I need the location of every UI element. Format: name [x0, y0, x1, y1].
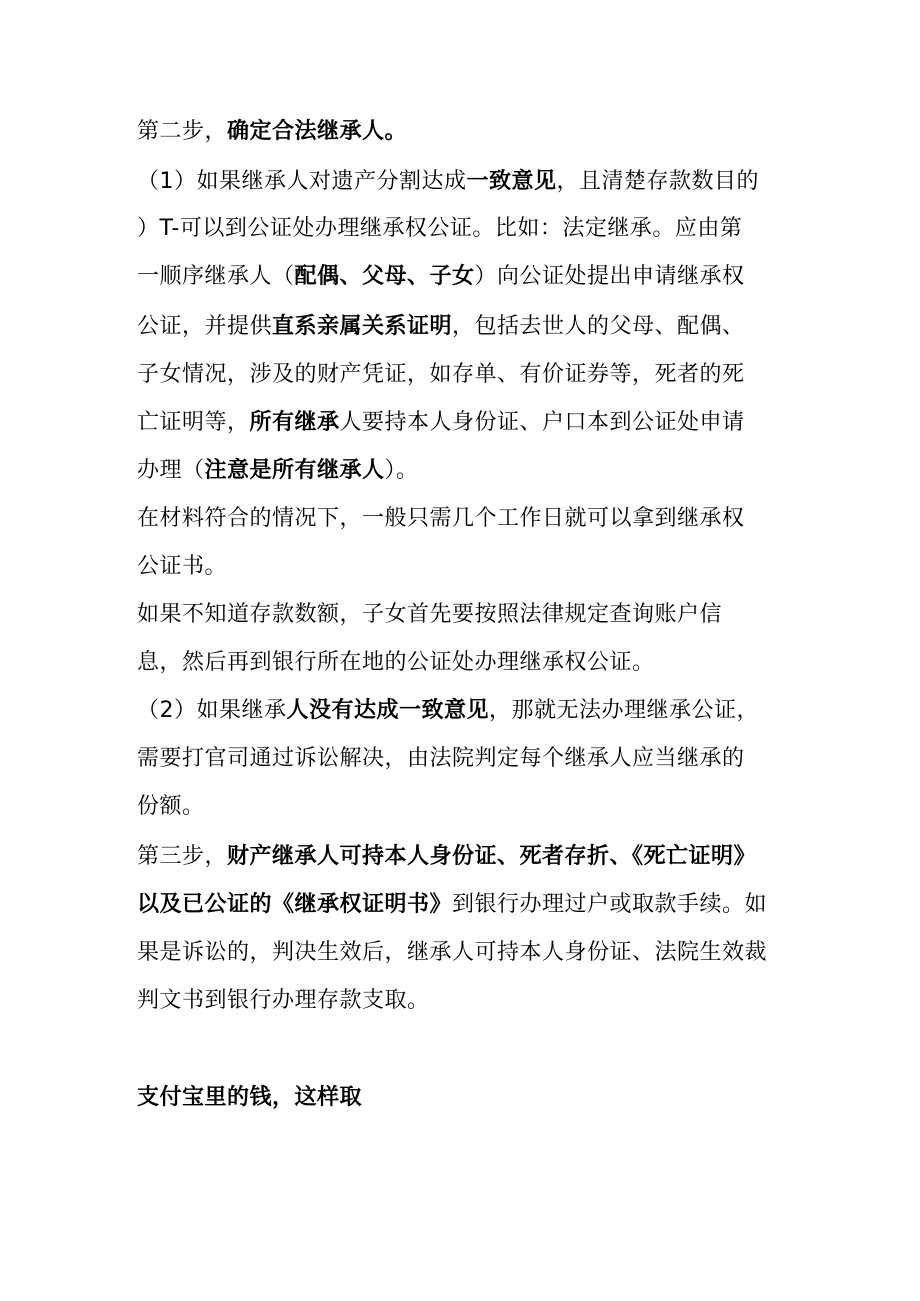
text-line: [137, 842, 797, 872]
text-run: 第三步，: [137, 844, 228, 869]
bold-text-run: 所有继承: [249, 410, 340, 435]
text-run: ，那就无法办理继承公证，: [489, 698, 760, 723]
text-line: [137, 408, 797, 438]
text-line: [137, 552, 797, 582]
text-line: [137, 214, 797, 244]
text-line: [137, 504, 797, 534]
text-run: ）。: [384, 458, 419, 483]
text-run: （2）如果继承: [137, 698, 287, 723]
bold-text-run: 配偶、父母、子女: [294, 264, 475, 289]
text-line: [137, 167, 797, 197]
text-run: ，包括去世人的父母、配偶、: [452, 314, 745, 339]
bold-text-run: 以及已公证的《继承权证明书》: [137, 892, 453, 917]
text-line: [137, 360, 797, 390]
text-line: [137, 986, 797, 1016]
text-line: [137, 938, 797, 968]
text-line: [137, 262, 797, 292]
text-line: [137, 792, 797, 822]
text-run: 息，然后再到银行所在地的公证处办理继承权公证。: [137, 650, 655, 675]
text-run: 人要持本人身份证、户口本到公证处申请: [339, 410, 745, 435]
text-line: [137, 117, 797, 147]
text-run: 公证书。: [137, 554, 228, 579]
text-run: 一顺序继承人（: [137, 264, 295, 289]
text-run: 公证，并提供: [137, 314, 273, 339]
text-run: 份额。: [137, 794, 205, 819]
bold-text-run: 人没有达成一致意见: [286, 698, 490, 723]
text-run: 子女情况，涉及的财产凭证，如存单、有价证券等，死者的死: [137, 362, 745, 387]
bold-text-run: 直系亲属关系证明: [272, 314, 453, 339]
text-run: ）向公证处提出申请继承权: [474, 264, 745, 289]
text-run: 亡证明等，: [137, 410, 250, 435]
text-run: 果是诉讼的，判决生效后，继承人可持本人身份证、法院生效裁: [137, 940, 768, 965]
bold-text-run: 确定合法继承人。: [227, 119, 408, 144]
text-line: [137, 600, 797, 630]
text-run: 如果不知道存款数额，子女首先要按照法律规定查询账户信: [137, 602, 723, 627]
bold-text-run: 注意是所有继承人: [204, 458, 385, 483]
text-run: 判文书到银行办理存款支取。: [137, 988, 430, 1013]
text-run: 需要打官司通过诉讼解决，由法院判定每个继承人应当继承的: [137, 746, 745, 771]
text-line: [137, 648, 797, 678]
text-run: 在材料符合的情况下，一般只需几个工作日就可以拿到继承权: [137, 506, 745, 531]
text-run: 到银行办理过户或取款手续。如: [452, 892, 768, 917]
bold-text-run: 一致意见: [466, 169, 557, 194]
text-run: 办理（: [137, 458, 205, 483]
section-heading: 支付宝里的钱，这样取: [137, 1085, 363, 1110]
text-run: ，且清楚存款数目的: [556, 169, 760, 194]
text-line: [137, 696, 797, 726]
bold-text-run: 财产继承人可持本人身份证、死者存折、《死亡证明》: [227, 844, 757, 869]
text-run: （1）如果继承人对遗产分割达成: [137, 169, 467, 194]
text-run: ）T-可以到公证处办理继承权公证。比如：法定继承。应由第: [137, 216, 743, 241]
text-line: [137, 456, 797, 486]
text-line: [137, 890, 797, 920]
text-line: [137, 744, 797, 774]
text-line: [137, 312, 797, 342]
text-run: 第二步，: [137, 119, 228, 144]
